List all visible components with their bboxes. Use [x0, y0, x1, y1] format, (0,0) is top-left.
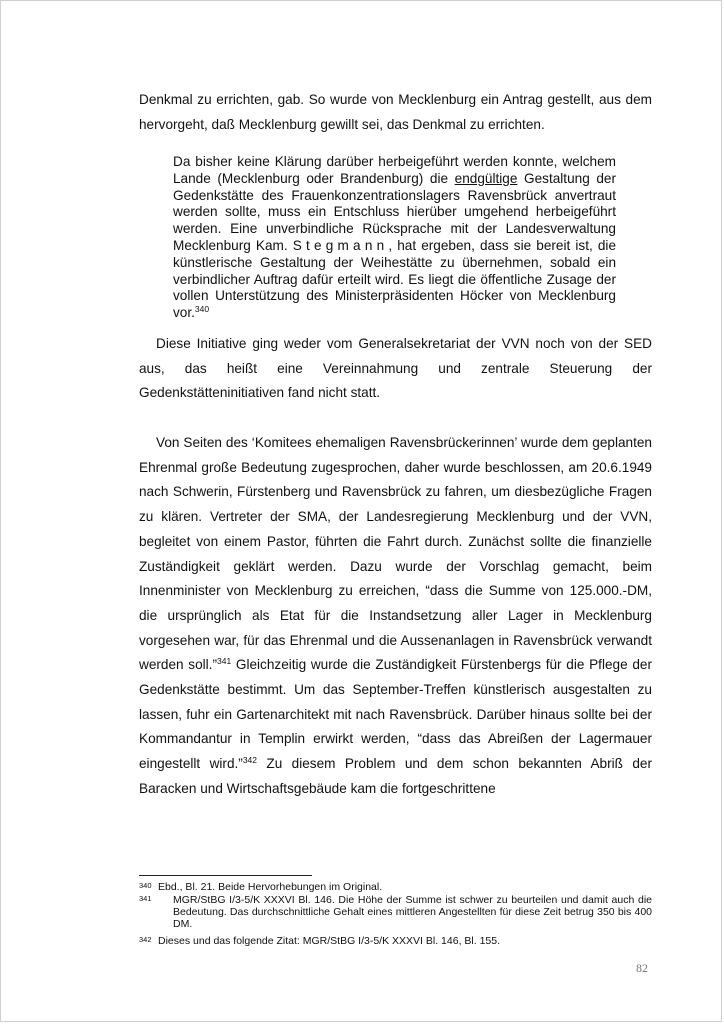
block-quote [173, 154, 616, 322]
footnote-text: Dieses und das folgende Zitat: MGR/StBG I/3-5/K XXXVI Bl. 146, Bl. 155. [158, 935, 501, 947]
footnote-number: 342 [139, 935, 152, 944]
footnote-ref-340: 340 [194, 304, 210, 315]
quote-spaced-name: Stegmann [292, 237, 389, 253]
footnote-number: 341 [139, 894, 152, 903]
paragraph-initiative-text: Diese Initiative ging weder vom Generalsekretariat der VVN noch von der SED aus, das heißt eine Vereinnahmung und zentrale Steuerung der Gedenkstätteninitiativen fand nicht statt. [139, 336, 652, 401]
footnote-number: 340 [139, 881, 152, 890]
paragraph-intro [139, 88, 652, 137]
paragraph-initiative [139, 332, 652, 406]
footnote-text: MGR/StBG I/3-5/K XXXVI Bl. 146. Die Höhe der Summe ist schwer zu beurteilen und damit auch die Bedeutung. Das durchschnittliche Gehalt eines mittleren Angestellten für diese Zeit betrug 350 bis 400 DM. [173, 894, 652, 930]
footnote-341 [139, 895, 652, 930]
paragraph-komitee-text-3: Zu diesem Problem und dem schon bekannten Abriß der Baracken und Wirtschaftsgebäude kam die fortgeschrittene [139, 756, 652, 796]
footnote-ref-342: 342 [242, 755, 258, 766]
footnote-text: Ebd., Bl. 21. Beide Hervorhebungen im Original. [158, 881, 383, 893]
paragraph-komitee-text-2: Gleichzeitig wurde die Zuständigkeit Fürstenbergs für die Pflege der Gedenkstätte bestimmt. Um das September-Treffen künstlerisch ausgestalten zu lassen, fuhr ein Gartenarchitekt mit nach Ravensbrück. Darüber hinaus sollte bei der Kommandantur in Templin erwirkt werden, “dass das Abreißen der Lagermauer eingestellt wird.” [139, 657, 652, 772]
quote-underlined-word: endgültige [454, 170, 518, 186]
quote-text-1: Da bisher keine Klärung darüber herbeigeführt werden konnte, welchem Lande (Mecklenburg oder Brandenburg) die [173, 154, 616, 186]
page-number: 82 [636, 961, 648, 975]
footnote-ref-341: 341 [216, 656, 232, 667]
footnote-separator [139, 875, 312, 876]
footnote-342 [139, 936, 652, 948]
footnote-340 [139, 882, 652, 894]
paragraph-komitee-text-1: Von Seiten des ‘Komitees ehemaligen Ravensbrückerinnen’ wurde dem geplanten Ehrenmal große Bedeutung zugesprochen, daher wurde beschlossen, am 20.6.1949 nach Schwerin, Fürstenberg und Ravensbrück zu fahren, um diesbezügliche Fragen zu klären. Vertreter der SMA, der Landesregierung Mecklenburg und der VVN, begleitet von einem Pastor, führten die Fahrt durch. Zunächst sollte die finanzielle Zuständigkeit geklärt werden. Dazu wurde der Vorschlag gemacht, beim Innenminister von Mecklenburg zu erreichen, “dass die Summe von 125.000.-DM, die ursprünglich als Etat für die Instandsetzung aller Lager in Mecklenburg vorgesehen war, für das Ehrenmal und die Aussenanlagen in Ravensbrück verwandt werden soll.” [139, 435, 652, 673]
paragraph-intro-text: Denkmal zu errichten, gab. So wurde von Mecklenburg ein Antrag gestellt, aus dem hervorgeht, daß Mecklenburg gewillt sei, das Denkmal zu errichten. [139, 92, 652, 132]
quote-text-2: Gestaltung der Gedenkstätte des Frauenkonzentrationslagers Ravensbrück anvertraut werden sollte, muss ein Entschluss hierüber umgehend herbeigeführt werden. Eine unverbindliche Rücksprache mit der Landesverwaltung Mecklenburg Kam. [173, 170, 617, 253]
paragraph-komitee [139, 431, 652, 802]
quote-text-3: , hat ergeben, dass sie bereit ist, die künstlerische Gestaltung der Weihestätte zu übernehmen, sobald ein verbindlicher Auftrag dafür erteilt wird. Es liegt die öffentliche Zusage der vollen Unterstützung des Ministerpräsidenten Höcker von Mecklenburg vor. [173, 237, 616, 321]
